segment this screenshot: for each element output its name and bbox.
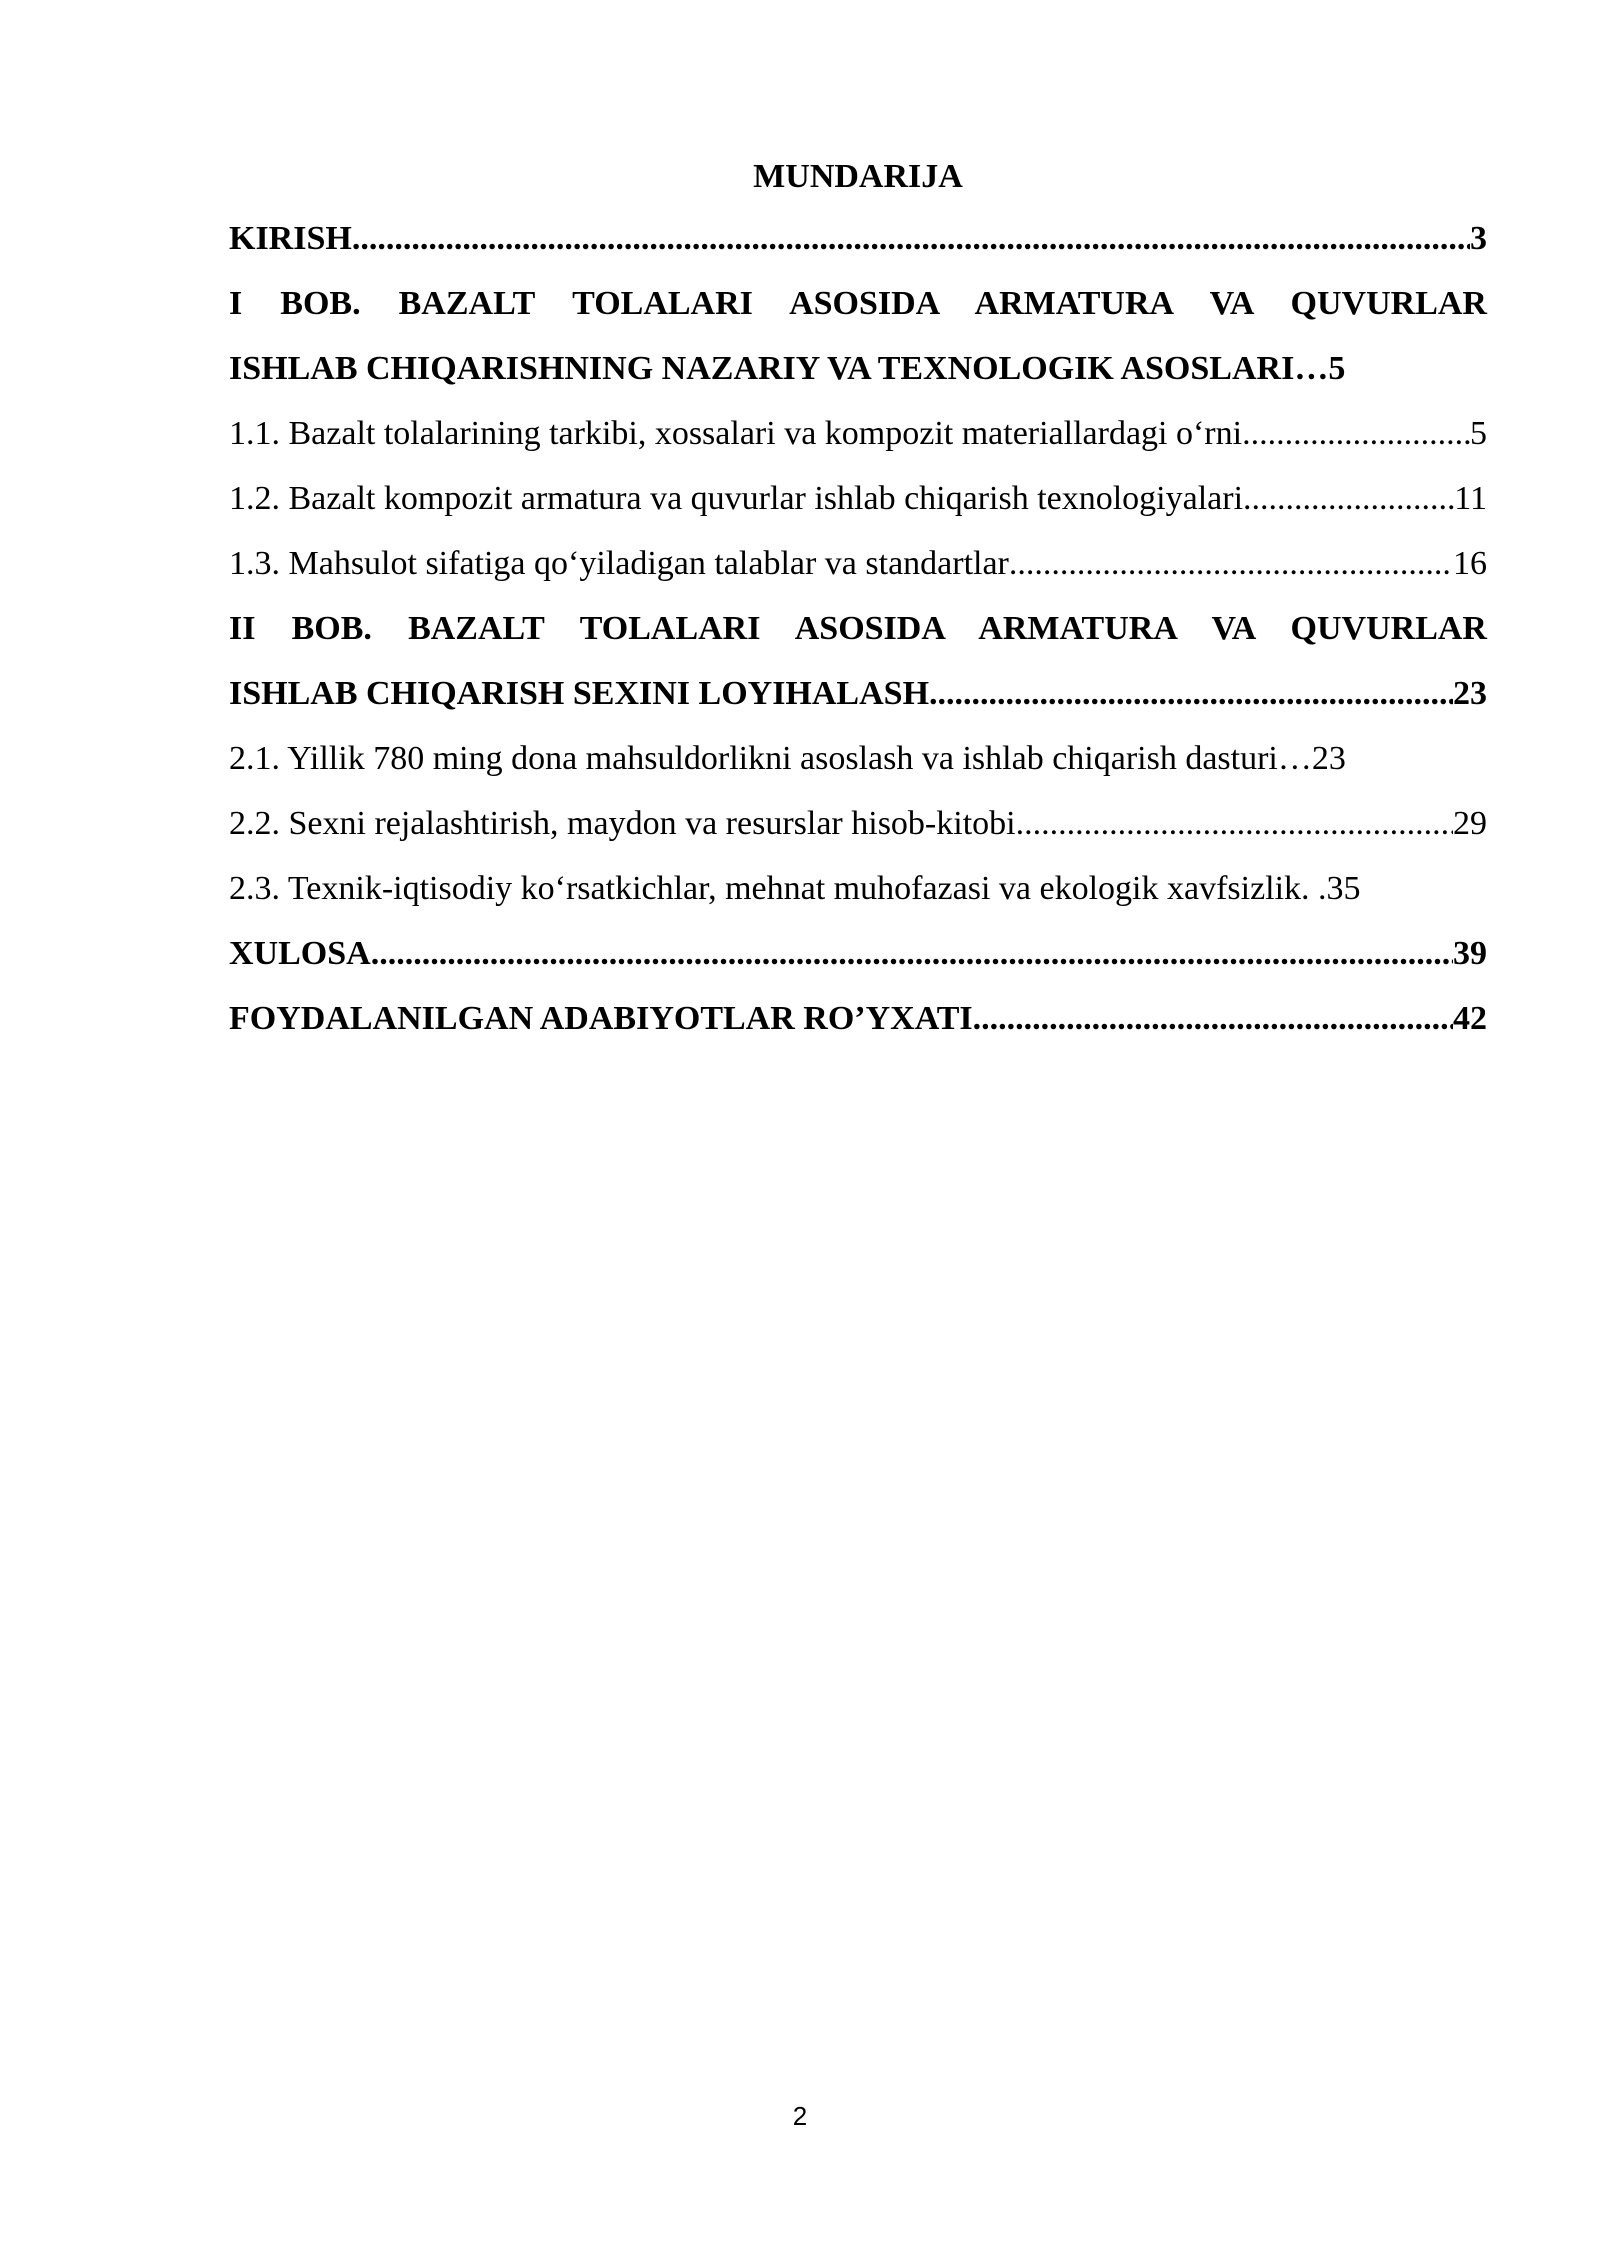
toc-entry-page: 11 [1454,480,1487,517]
toc-entry-page: 5 [1470,415,1487,452]
dot-leader [1016,791,1453,856]
toc-entry-label: 1.2. Bazalt kompozit armatura va quvurlar ishlab chiqarish texnologiyalari [229,480,1244,517]
toc-entry-label-line1: II BOB. BAZALT TOLALARI ASOSIDA ARMATURA VA QUVURLAR [229,610,1487,647]
toc-entry-1-1[interactable] [229,401,1487,466]
toc-entry-chapter-1[interactable] [229,271,1487,401]
toc-entry-page: 23 [1311,740,1346,777]
toc-entry-label: FOYDALANILGAN ADABIYOTLAR RO’YXATI [229,1000,973,1037]
dot-leader [352,206,1470,271]
toc-entry-label-line1: I BOB. BAZALT TOLALARI ASOSIDA ARMATURA VA QUVURLAR [229,285,1487,322]
toc-entry-chapter-2[interactable] [229,596,1487,726]
dot-leader [1009,531,1453,596]
toc-entry-ellipsis: … [1294,350,1329,387]
toc-entry-label: ISHLAB CHIQARISH SEXINI LOYIHALASH [229,675,930,712]
toc-entry-page: 23 [1453,675,1487,712]
page-number: 2 [792,2101,808,2131]
dot-leader [1243,466,1454,531]
dot-leader [973,986,1453,1051]
dot-leader [929,661,1453,726]
toc-entry-references[interactable] [229,986,1487,1051]
toc-entry-page: 42 [1453,1000,1487,1037]
toc-entry-kirish[interactable] [229,206,1487,271]
toc-entry-1-3[interactable] [229,531,1487,596]
toc-entry-label: 2.2. Sexni rejalashtirish, maydon va resurslar hisob-kitobi [229,805,1016,842]
toc-entry-1-2[interactable] [229,466,1487,531]
toc-entry-label: 1.1. Bazalt tolalarining tarkibi, xossalari va kompozit materiallardagi o‘rni [229,415,1243,452]
toc-title: MUNDARIJA [753,158,963,195]
toc-entry-page: 16 [1453,545,1487,582]
toc-entry-2-3[interactable] [229,856,1487,921]
dot-leader [1242,401,1470,466]
toc-entry-page: 29 [1453,805,1487,842]
toc-entry-label: KIRISH [229,220,352,257]
toc-entry-label: XULOSA [229,935,371,972]
toc-entry-label: 1.3. Mahsulot sifatiga qo‘yiladigan talablar va standartlar [229,545,1009,582]
table-of-contents [229,148,1487,1051]
toc-entry-ellipsis: … [1277,740,1312,777]
dot-leader [371,921,1453,986]
toc-entry-xulosa[interactable] [229,921,1487,986]
toc-entry-page: 5 [1328,350,1346,387]
toc-entry-2-1[interactable] [229,726,1487,791]
toc-entry-label: ISHLAB CHIQARISHNING NAZARIY VA TEXNOLOGIK ASOSLARI [229,350,1295,387]
toc-entry-label: 2.3. Texnik-iqtisodiy ko‘rsatkichlar, mehnat muhofazasi va ekologik xavfsizlik. . [229,870,1327,907]
toc-entry-page: 35 [1326,870,1361,907]
toc-entry-label: 2.1. Yillik 780 ming dona mahsuldorlikni asoslash va ishlab chiqarish dasturi [229,740,1278,777]
toc-entry-page: 3 [1470,220,1487,257]
toc-entry-page: 39 [1453,935,1487,972]
toc-entry-2-2[interactable] [229,791,1487,856]
